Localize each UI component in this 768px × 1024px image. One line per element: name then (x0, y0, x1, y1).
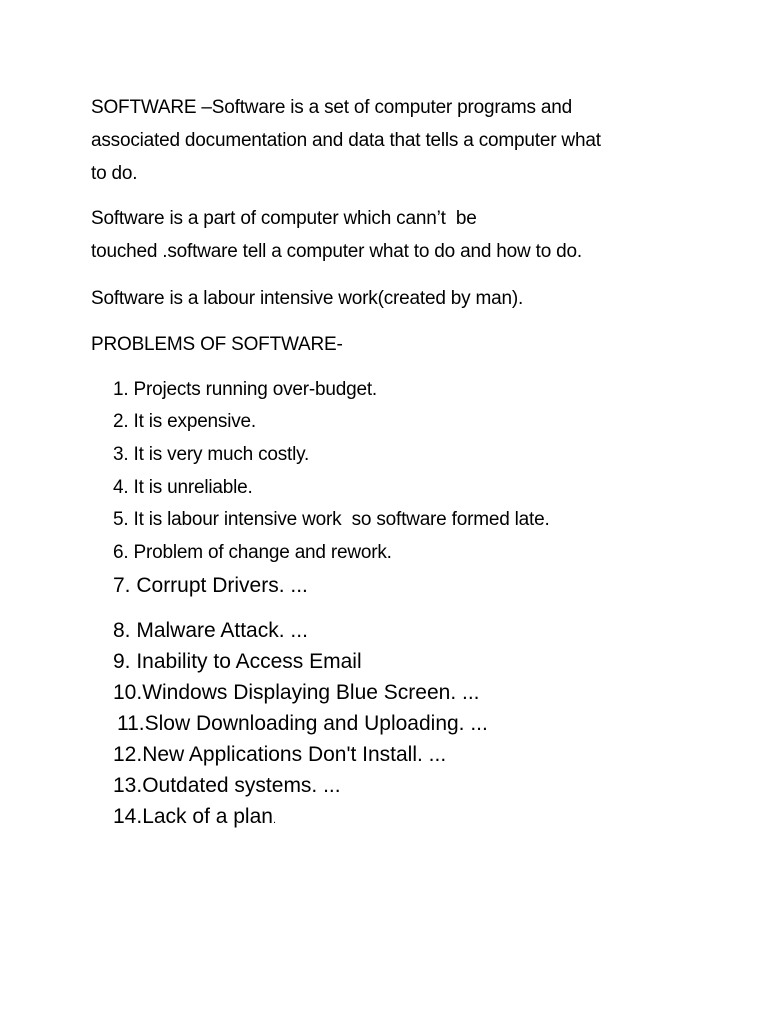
trailing-period: . (272, 814, 277, 826)
list-item: 3. It is very much costly. (113, 444, 310, 465)
para2-line-2: touched .software tell a computer what to do and how to do. (91, 241, 582, 262)
problems-heading: PROBLEMS OF SOFTWARE- (91, 334, 343, 355)
para3: Software is a labour intensive work(created by man). (91, 288, 524, 309)
list-item: 6. Problem of change and rework. (113, 542, 392, 563)
list-item: 7. Corrupt Drivers. ... (113, 574, 308, 597)
list-item: 11.Slow Downloading and Uploading. ... (117, 712, 488, 735)
list-item: 12.New Applications Don't Install. ... (113, 743, 447, 766)
list-item: 9. Inability to Access Email (113, 650, 362, 673)
intro-line-3: to do. (91, 163, 138, 184)
list-item: 2. It is expensive. (113, 411, 256, 432)
intro-line-1: SOFTWARE –Software is a set of computer programs and (91, 97, 572, 118)
list-item: 10.Windows Displaying Blue Screen. ... (113, 681, 480, 704)
list-item: 13.Outdated systems. ... (113, 774, 341, 797)
list-item: 8. Malware Attack. ... (113, 619, 308, 642)
list-item (113, 806, 276, 827)
list-item-text: 14.Lack of a plan (113, 805, 273, 828)
para2-line-1: Software is a part of computer which cann’t be (91, 208, 477, 229)
list-item: 1. Projects running over-budget. (113, 379, 377, 400)
list-item: 5. It is labour intensive work so software formed late. (113, 509, 550, 530)
list-item: 4. It is unreliable. (113, 477, 253, 498)
intro-line-2: associated documentation and data that tells a computer what (91, 130, 601, 151)
